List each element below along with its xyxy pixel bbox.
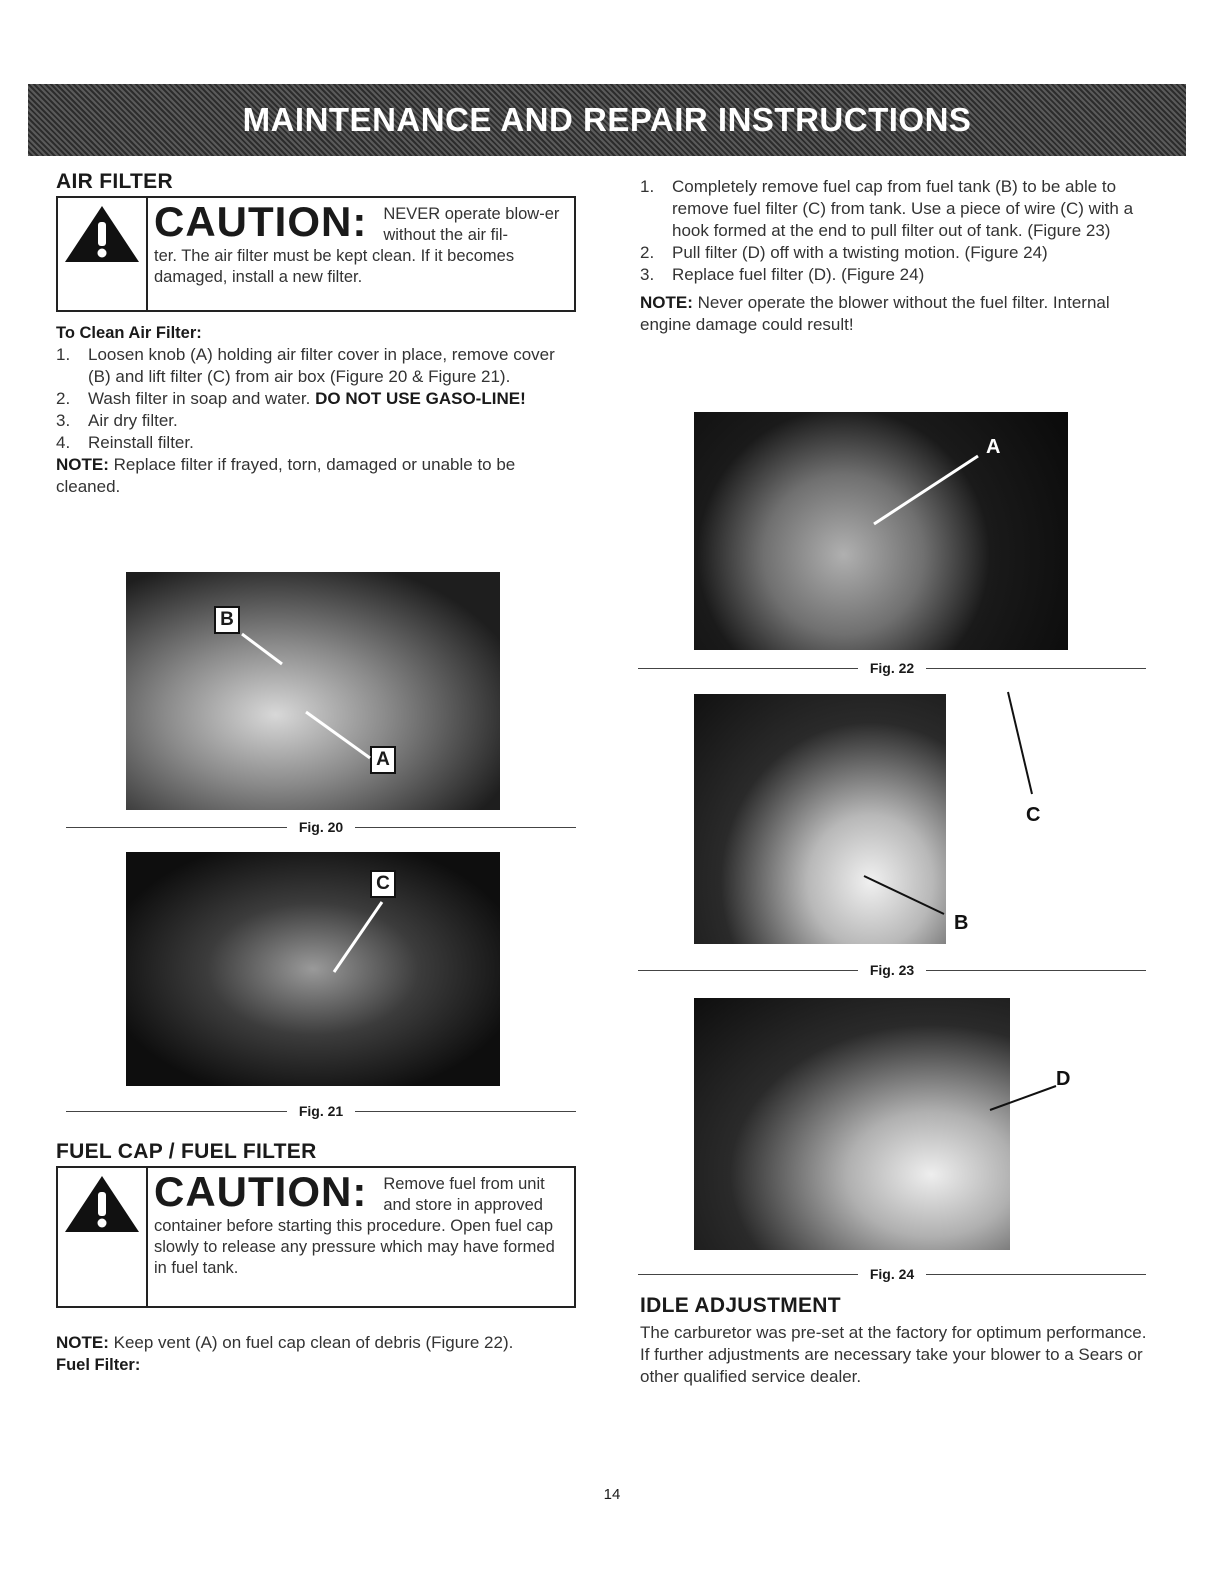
figure-21-caption-row bbox=[66, 1103, 576, 1119]
page-number: 14 bbox=[603, 1486, 621, 1503]
warning-icon-cell bbox=[58, 198, 148, 310]
figure-20-caption: Fig. 20 bbox=[298, 819, 344, 835]
callout-a: A bbox=[370, 746, 396, 774]
caution-word: CAUTION: bbox=[154, 198, 368, 245]
warning-icon-cell bbox=[58, 1168, 148, 1306]
fuel-cap-section bbox=[56, 1140, 576, 1376]
caution-rest: ter. The air filter must be kept clean. If it becomes damaged, install a new filter. bbox=[154, 247, 515, 286]
page-title: MAINTENANCE AND REPAIR INSTRUCTIONS bbox=[242, 101, 972, 138]
figure-23-caption: Fig. 23 bbox=[869, 962, 915, 978]
list-item: 3. Air dry filter. bbox=[56, 411, 178, 430]
figure-21-caption: Fig. 21 bbox=[298, 1103, 344, 1119]
figure-24-caption-row bbox=[638, 1266, 1146, 1282]
list-item: 2. Pull filter (D) off with a twisting motion. (Figure 24) bbox=[640, 243, 1048, 262]
callout-d: D bbox=[1056, 1068, 1071, 1090]
figure-22-photo bbox=[694, 412, 1068, 650]
caution-lead: NEVER operate blow-er without the air fil- bbox=[383, 205, 560, 244]
arrow-icon bbox=[126, 852, 500, 1086]
air-filter-note: NOTE: Replace filter if frayed, torn, damaged or unable to be cleaned. bbox=[56, 455, 516, 496]
air-filter-heading: AIR FILTER bbox=[56, 170, 173, 193]
caution-text bbox=[148, 198, 574, 310]
arrow-icon bbox=[694, 690, 1094, 990]
callout-b: B bbox=[954, 912, 969, 934]
list-item: 1. Completely remove fuel cap from fuel tank (B) to be able to remove fuel filter (C) from tank. Use a piece of wire (C) with a hook formed at the end to pull filter out of tank. (Figure 23) bbox=[640, 177, 1134, 240]
warning-icon bbox=[63, 204, 141, 264]
callout-b: B bbox=[214, 606, 240, 634]
arrow-icon bbox=[694, 1060, 1094, 1180]
figure-24-caption: Fig. 24 bbox=[869, 1266, 915, 1282]
list-item: 1. Loosen knob (A) holding air filter cover in place, remove cover (B) and lift filter (C) from air box (Figure 20 & Figure 21). bbox=[56, 345, 555, 386]
caution-text bbox=[148, 1168, 574, 1306]
figure-20-caption-row bbox=[66, 819, 576, 835]
callout-a: A bbox=[986, 436, 1001, 458]
air-filter-caution-box bbox=[56, 196, 576, 312]
right-column bbox=[640, 176, 1160, 336]
fuel-filter-heading: Fuel Filter: bbox=[56, 1356, 141, 1374]
figure-23-caption-row bbox=[638, 962, 1146, 978]
arrow-icon bbox=[694, 412, 1068, 650]
figure-22-caption: Fig. 22 bbox=[869, 660, 915, 676]
caution-lead: Remove fuel from unit and store in approved bbox=[383, 1175, 545, 1214]
fuel-filter-steps bbox=[640, 176, 1160, 286]
arrow-icon bbox=[126, 572, 500, 810]
idle-adjustment-section bbox=[640, 1294, 1160, 1388]
air-filter-steps bbox=[56, 344, 576, 454]
figure-21-photo bbox=[126, 852, 500, 1086]
figure-20-photo bbox=[126, 572, 500, 810]
idle-adjustment-heading: IDLE ADJUSTMENT bbox=[640, 1294, 841, 1317]
page-banner bbox=[28, 84, 1186, 156]
warning-icon bbox=[63, 1174, 141, 1234]
caution-word: CAUTION: bbox=[154, 1168, 368, 1215]
callout-c: C bbox=[370, 870, 396, 898]
list-item: 4. Reinstall filter. bbox=[56, 433, 194, 452]
figure-22-caption-row bbox=[638, 660, 1146, 676]
fuel-cap-note: NOTE: Keep vent (A) on fuel cap clean of debris (Figure 22). bbox=[56, 1333, 514, 1352]
clean-air-filter-heading: To Clean Air Filter: bbox=[56, 324, 202, 342]
caution-rest: container before starting this procedure. Open fuel cap slowly to release any pressure which may have formed in fuel tank. bbox=[154, 1217, 555, 1277]
fuel-cap-caution-box bbox=[56, 1166, 576, 1308]
fuel-cap-heading: FUEL CAP / FUEL FILTER bbox=[56, 1140, 317, 1163]
list-item: 3. Replace fuel filter (D). (Figure 24) bbox=[640, 265, 925, 284]
left-column bbox=[56, 170, 576, 498]
idle-adjustment-text: The carburetor was pre-set at the factory for optimum performance. If further adjustments are necessary take your blower to a Sears or other qualified service dealer. bbox=[640, 1323, 1147, 1386]
list-item: 2. Wash filter in soap and water. DO NOT USE GASO-LINE! bbox=[56, 389, 526, 408]
fuel-filter-note: NOTE: Never operate the blower without the fuel filter. Internal engine damage could result! bbox=[640, 293, 1110, 334]
callout-c: C bbox=[1026, 804, 1041, 826]
